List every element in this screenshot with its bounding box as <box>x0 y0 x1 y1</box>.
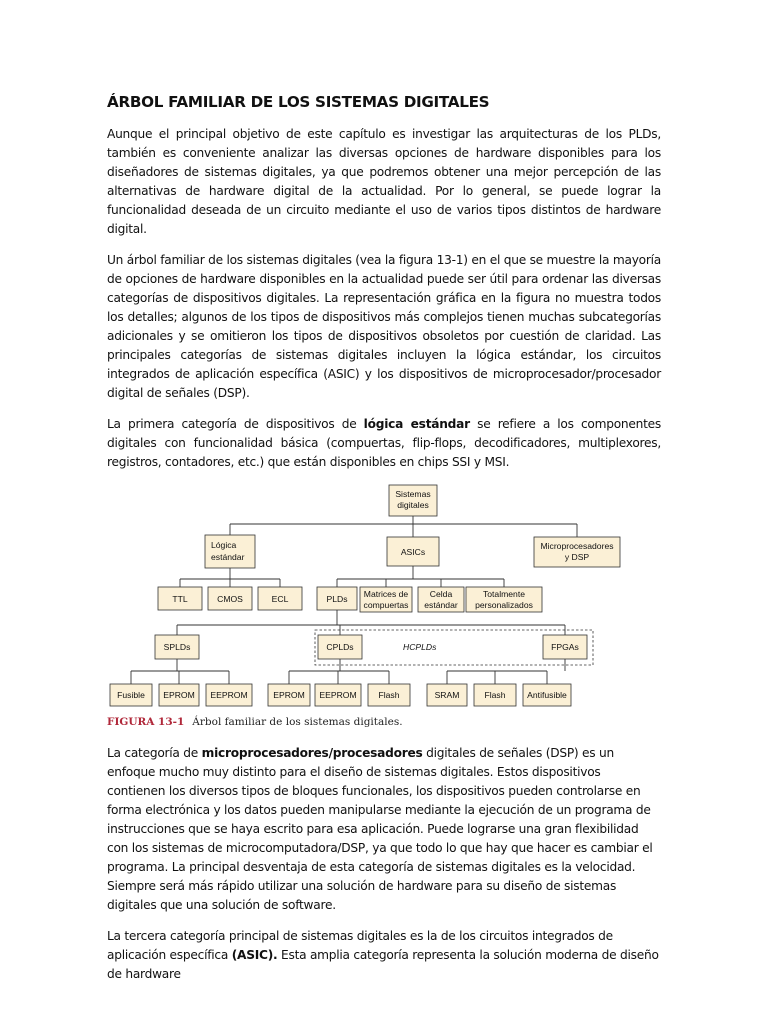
node-totalmente-line2: personalizados <box>475 600 533 610</box>
node-root-line1: Sistemas <box>395 489 431 499</box>
figure-caption-label: FIGURA 13-1 <box>107 716 185 728</box>
text-run: La tercera categoría principal de sistemas digitales es la de los circuitos integrados de aplicación específica <box>107 929 613 962</box>
node-root-line2: digitales <box>397 500 429 510</box>
node-eeprom2-label: EEPROM <box>319 690 357 700</box>
figure-13-1 <box>107 484 661 734</box>
node-asics-label: ASICs <box>400 547 426 557</box>
node-antifusible-label: Antifusible <box>527 690 567 700</box>
node-splds-label: SPLDs <box>163 642 191 652</box>
node-micro-line2: y DSP <box>564 552 590 562</box>
node-matrices-line2: compuertas <box>363 600 409 610</box>
node-eprom1-label: EPROM <box>163 690 195 700</box>
node-sram-label: SRAM <box>434 690 460 700</box>
node-flash2-label: Flash <box>484 690 506 700</box>
node-flash1-label: Flash <box>378 690 400 700</box>
figure-caption-text: Árbol familiar de los sistemas digitales. <box>192 716 403 728</box>
text-run: digitales de señales (DSP) es un enfoque mucho muy distinto para el diseño de sistemas digitales. Estos dispositivos contienen los diversos tipos de bloques funcionales, los dispositivos pueden controlarse en forma electrónica y los datos pueden manipularse mediante la ejecución de un programa de instrucciones que se haya escrito para esa aplicación. Puede lograrse una gran flexibilidad con los sistemas de microcomputadora/DSP, ya que todo lo que hay que hacer es cambiar el programa. La principal desventaja de esta categoría de sistemas digitales es la velocidad. Siempre será más rápido utilizar una solución de hardware para su diseño de sistemas digitales que una solución de software. <box>107 746 653 912</box>
paragraph-microprocessors <box>107 744 661 915</box>
page-title: ÁRBOL FAMILIAR DE LOS SISTEMAS DIGITALES <box>107 93 490 111</box>
node-cmos-label: CMOS <box>217 594 243 604</box>
text-run: se refiere a los componentes digitales con funcionalidad básica (compuertas, flip-flops, decodificadores, multiplexores, registros, contadores, etc.) que están disponibles en chips SSI y MSI. <box>107 417 661 469</box>
node-logica-line2: estándar <box>211 552 245 562</box>
figure-caption <box>107 716 403 728</box>
node-micro-line1: Microprocesadores <box>540 541 614 551</box>
paragraph-intro: Aunque el principal objetivo de este capítulo es investigar las arquitecturas de los PLDs, también es conveniente analizar las diversas opciones de hardware disponibles para los diseñadores de sistemas digitales, ya que podremos obtener una mejor percepción de las alternativas de hardware digital de la actualidad. Por lo general, se puede lograr la funcionalidad deseada de un circuito mediante el uso de varios tipos distintos de hardware digital. <box>107 127 661 236</box>
bold-term-standard-logic: lógica estándar <box>363 417 470 431</box>
paragraph-asic <box>107 927 661 984</box>
text-run: Esta amplia categoría representa la solución moderna de diseño de hardware <box>107 948 659 981</box>
paragraph-family-tree: Un árbol familiar de los sistemas digitales (vea la figura 13-1) en el que se muestre la mayoría de opciones de hardware disponibles en la actualidad puede ser útil para ordenar las diversas categorías de dispositivos digitales. La representación gráfica en la figura no muestra todos los detalles; algunos de los tipos de dispositivos más complejos tienen muchas subcategorías adicionales y se omitieron los tipos de dispositivos obsoletos por cuestión de claridad. Las principales categorías de sistemas digitales incluyen la lógica estándar, los circuitos integrados de aplicación específica (ASIC) y los dispositivos de microprocesador/procesador digital de señales (DSP). <box>107 253 661 400</box>
text-run: La primera categoría de dispositivos de <box>107 417 364 431</box>
node-celda-line1: Celda <box>429 589 453 599</box>
node-matrices-line1: Matrices de <box>363 589 409 599</box>
node-logica-line1: Lógica <box>211 540 237 550</box>
hcplds-label: HCPLDs <box>403 642 437 652</box>
family-tree-diagram <box>107 484 661 716</box>
paragraph-standard-logic <box>107 415 661 472</box>
document-body <box>107 92 661 996</box>
bold-term-asic: (ASIC). <box>231 948 278 962</box>
bold-term-microprocessors: microprocesadores/procesadores <box>201 746 423 760</box>
node-plds-label: PLDs <box>326 594 348 604</box>
node-eprom2-label: EPROM <box>273 690 305 700</box>
node-totalmente-line1: Totalmente <box>482 589 526 599</box>
node-fusible-label: Fusible <box>117 690 145 700</box>
node-cplds-label: CPLDs <box>326 642 354 652</box>
node-eeprom1-label: EEPROM <box>210 690 248 700</box>
node-celda-line2: estándar <box>424 600 458 610</box>
node-fpgas-label: FPGAs <box>551 642 579 652</box>
text-run: La categoría de <box>107 746 202 760</box>
node-ecl-label: ECL <box>271 594 289 604</box>
node-ttl-label: TTL <box>172 594 188 604</box>
